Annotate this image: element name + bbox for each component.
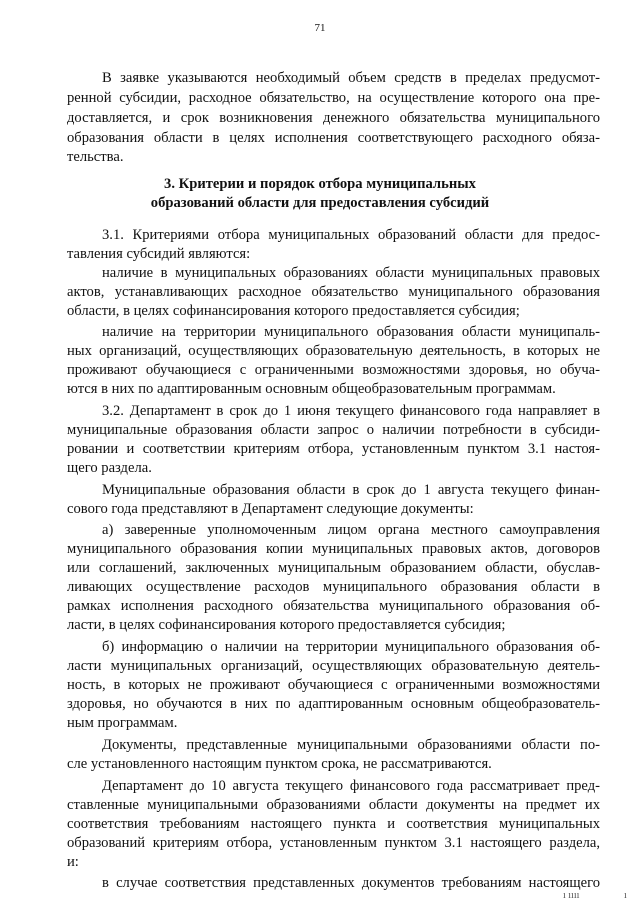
text-line: соответствия требованиям настоящего пункта и соответствия муниципальных <box>67 816 600 832</box>
text-line: или соглашений, заключенных муниципальным образованием области, обуслав- <box>67 560 600 576</box>
text-line: щего раздела. <box>67 460 152 476</box>
text-line: наличие в муниципальных образованиях области муниципальных правовых <box>102 265 600 281</box>
text-line: ным программам. <box>67 715 178 731</box>
text-line: а) заверенные уполномоченным лицом органа местного самоуправления <box>102 522 600 538</box>
text-line: ренной субсидии, расходное обязательство, на осуществление которого она пре- <box>67 90 600 106</box>
page-number: 71 <box>314 22 326 34</box>
text-line: ставленные муниципальными образованиями области документы на предмет их <box>67 797 600 813</box>
text-line: ливающих осуществление расходов муниципального образования области в <box>67 579 600 595</box>
text-line: ласти, в целях софинансирования которого предоставляется субсидия; <box>67 617 506 633</box>
text-line: 3.1. Критериями отбора муниципальных образований области для предос- <box>102 227 600 243</box>
text-line: ных организаций, осуществляющих образовательную деятельность, в которых не <box>67 343 600 359</box>
text-line: тельства. <box>67 149 124 165</box>
text-line: рамках исполнения расходного обязательства муниципального образования об- <box>67 598 600 614</box>
text-line: тавления субсидий являются: <box>67 246 251 262</box>
text-line: доставляется, и срок возникновения денежного обязательства муниципального <box>67 110 600 126</box>
scan-mark: ı ıııı <box>563 890 580 901</box>
text-line: Муниципальные образования области в срок до 1 августа текущего финан- <box>102 482 600 498</box>
text-line: области, в целях софинансирования которого предоставляется субсидия; <box>67 303 520 319</box>
text-line: б) информацию о наличии на территории муниципального образования об- <box>102 639 600 655</box>
section-title: 3. Критерии и порядок отбора муниципальных <box>164 176 476 192</box>
text-line: образования области в целях исполнения соответствующего расходного обяза- <box>67 130 600 146</box>
text-line: наличие на территории муниципального образования области муниципаль- <box>102 324 600 340</box>
text-line: здоровья, но обучаются в них по адаптированным основным общеобразователь- <box>67 696 600 712</box>
text-line: в случае соответствия представленных документов требованиям настоящего <box>102 875 600 891</box>
text-line: Департамент до 10 августа текущего финансового года рассматривает пред- <box>102 778 600 794</box>
section-title: образований области для предоставления субсидий <box>150 195 490 211</box>
text-line: сового года представляют в Департамент следующие документы: <box>67 501 474 517</box>
text-line: муниципальные образования области запрос о наличии потребности в субсиди- <box>67 422 600 438</box>
text-line: сле установленного настоящим пунктом срока, не рассматриваются. <box>67 756 492 772</box>
text-line: ласти муниципальных организаций, осуществляющих образовательную деятель- <box>67 658 600 674</box>
text-line: В заявке указываются необходимый объем средств в пределах предусмот- <box>102 70 600 86</box>
text-line: ются в них по адаптированным основным общеобразовательным программам. <box>67 381 556 397</box>
text-line: проживают обучающиеся с ограниченными возможностями здоровья, но обуча- <box>67 362 600 378</box>
text-line: 3.2. Департамент в срок до 1 июня текущего финансового года направляет в <box>102 403 600 419</box>
text-line: ровании и соответствии критериям отбора, установленным пунктом 3.1 настоя- <box>67 441 600 457</box>
text-line: образований критериям отбора, установленным пунктом 3.1 настоящего раздела, <box>67 835 600 851</box>
text-line: Документы, представленные муниципальными образованиями области по- <box>102 737 600 753</box>
text-line: муниципального образования копии муниципальных правовых актов, договоров <box>67 541 600 557</box>
text-line: актов, устанавливающих расходное обязательство муниципального образования <box>67 284 600 300</box>
text-line: ность, в которых не проживают обучающиеся с ограниченными возможностями <box>67 677 600 693</box>
text-line: и: <box>67 854 79 870</box>
scan-mark: ı <box>624 890 627 901</box>
